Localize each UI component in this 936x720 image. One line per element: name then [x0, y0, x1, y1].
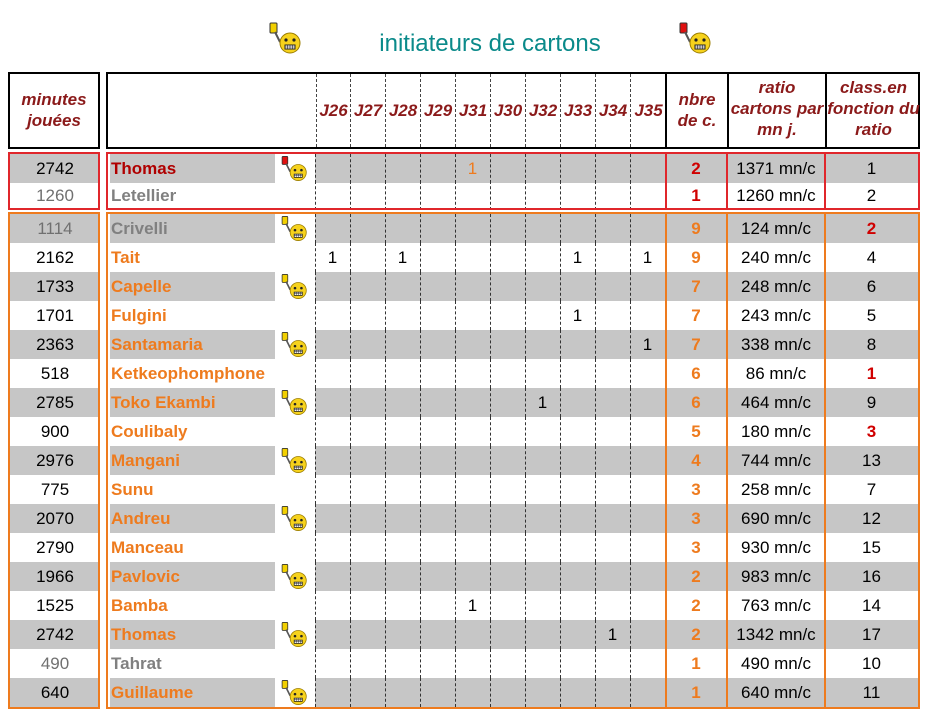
- ratio-value: 983 mn/c: [741, 566, 811, 586]
- minutes-played: 900: [40, 421, 70, 441]
- ratio-value: 1371 mn/c: [736, 158, 816, 178]
- ratio-rank: 8: [866, 334, 877, 354]
- ratio-value: 490 mn/c: [741, 653, 811, 673]
- player-name: Thomas: [111, 158, 177, 178]
- ratio-rank: 10: [862, 653, 881, 673]
- card-count: 1: [691, 682, 701, 702]
- minutes-played: 1114: [37, 218, 73, 238]
- ratio-value: 248 mn/c: [741, 276, 811, 296]
- ratio-value: 1260 mn/c: [736, 185, 816, 205]
- minutes-played: 1966: [36, 566, 74, 586]
- player-name: Bamba: [111, 595, 168, 615]
- ratio-rank: 12: [862, 508, 881, 528]
- ratio-value: 464 mn/c: [741, 392, 811, 412]
- ratio-value: 930 mn/c: [741, 537, 811, 557]
- day-card-count: 1: [572, 247, 583, 267]
- player-name: Andreu: [111, 508, 171, 528]
- card-count: 6: [691, 363, 701, 383]
- ratio-rank: 3: [866, 421, 877, 441]
- ratio-rank: 4: [866, 247, 877, 267]
- player-name: Capelle: [111, 276, 172, 296]
- ratio-rank: 13: [862, 450, 881, 470]
- card-count: 6: [691, 392, 701, 412]
- page-title: initiateurs de cartons: [379, 30, 601, 57]
- minutes-played: 2742: [36, 158, 74, 178]
- card-count: 2: [691, 158, 701, 178]
- ratio-rank: 2: [866, 185, 877, 205]
- player-name: Guillaume: [111, 682, 194, 702]
- player-name: Mangani: [111, 450, 180, 470]
- red-card-smiley-icon: [676, 20, 716, 56]
- ratio-value: 240 mn/c: [741, 247, 811, 267]
- card-count: 7: [691, 334, 701, 354]
- player-name: Sunu: [111, 479, 154, 499]
- card-count: 7: [691, 276, 701, 296]
- day-card-count: 1: [467, 158, 478, 178]
- ratio-value: 1342 mn/c: [736, 624, 816, 644]
- card-count: 9: [691, 247, 701, 267]
- card-count: 3: [691, 537, 701, 557]
- card-count: 2: [691, 595, 701, 615]
- player-name: Thomas: [111, 624, 177, 644]
- header-nbre: nbre de c.: [665, 74, 727, 147]
- header-day-j35: J35: [634, 100, 663, 120]
- minutes-played: 490: [40, 653, 70, 673]
- player-name: Coulibaly: [111, 421, 188, 441]
- ratio-value: 763 mn/c: [741, 595, 811, 615]
- minutes-played: 2162: [36, 247, 74, 267]
- header-day-j28: J28: [386, 74, 421, 147]
- ratio-value: 338 mn/c: [741, 334, 811, 354]
- header-day-j26: J26: [316, 74, 351, 147]
- card-count: 3: [691, 508, 701, 528]
- player-name: Ketkeophomphone: [111, 363, 265, 383]
- minutes-played: 640: [40, 682, 70, 702]
- ratio-rank: 17: [862, 624, 881, 644]
- card-count: 2: [691, 624, 701, 644]
- ratio-value: 744 mn/c: [741, 450, 811, 470]
- player-name: Fulgini: [111, 305, 167, 325]
- ratio-rank: 15: [862, 537, 881, 557]
- ratio-rank: 16: [862, 566, 881, 586]
- header-minutes: minutes jouées: [8, 72, 100, 149]
- minutes-played: 1733: [36, 276, 74, 296]
- minutes-played: 1260: [36, 185, 74, 205]
- card-count: 9: [691, 218, 701, 238]
- ratio-value: 640 mn/c: [741, 682, 811, 702]
- header-main: [106, 72, 920, 149]
- ratio-value: 243 mn/c: [741, 305, 811, 325]
- ratio-rank: 1: [866, 158, 877, 178]
- orange-group-frame: [106, 212, 920, 709]
- card-count: 4: [691, 450, 701, 470]
- day-card-count: 1: [642, 247, 653, 267]
- player-name: Manceau: [111, 537, 184, 557]
- minutes-played: 2070: [36, 508, 74, 528]
- card-count: 1: [691, 185, 701, 205]
- card-count: 1: [691, 653, 701, 673]
- ratio-rank: 6: [866, 276, 877, 296]
- player-name: Tait: [111, 247, 140, 267]
- header-day-j32: J32: [526, 74, 561, 147]
- header-day-j27: J27: [351, 74, 386, 147]
- header-day-j30: J30: [491, 74, 526, 147]
- header-day-columns: [316, 74, 666, 147]
- ratio-rank: 5: [866, 305, 877, 325]
- minutes-played: 2976: [36, 450, 74, 470]
- player-name: Toko Ekambi: [111, 392, 216, 412]
- minutes-played: 518: [40, 363, 70, 383]
- card-count: 5: [691, 421, 701, 441]
- minutes-played: 775: [40, 479, 70, 499]
- red-group-frame: [106, 152, 920, 210]
- card-count: 7: [691, 305, 701, 325]
- ratio-rank: 7: [866, 479, 877, 499]
- day-card-count: 1: [397, 247, 408, 267]
- minutes-played: 2785: [36, 392, 74, 412]
- header-class: class.en fonction du ratio: [825, 74, 920, 147]
- header-day-j34: J34: [596, 74, 631, 147]
- header-day-j31: J31: [456, 74, 491, 147]
- header-day-j33: J33: [561, 74, 596, 147]
- ratio-value: 258 mn/c: [741, 479, 811, 499]
- ratio-rank: 2: [866, 218, 877, 238]
- card-count: 3: [691, 479, 701, 499]
- ratio-value: 86 mn/c: [745, 363, 807, 383]
- red-group-minutes-frame: [8, 152, 100, 210]
- minutes-played: 1525: [36, 595, 74, 615]
- player-name: Crivelli: [111, 218, 168, 238]
- day-card-count: 1: [327, 247, 338, 267]
- day-card-count: 1: [572, 305, 583, 325]
- day-card-count: 1: [467, 595, 478, 615]
- header-ratio: ratio cartons par mn j.: [727, 74, 825, 147]
- ratio-value: 180 mn/c: [741, 421, 811, 441]
- player-name: Pavlovic: [111, 566, 180, 586]
- yellow-card-smiley-icon: [266, 20, 306, 56]
- ratio-value: 124 mn/c: [741, 218, 811, 238]
- day-card-count: 1: [537, 392, 548, 412]
- player-name: Santamaria: [111, 334, 203, 354]
- card-count: 2: [691, 566, 701, 586]
- day-card-count: 1: [607, 624, 618, 644]
- header-day-j29: J29: [421, 74, 456, 147]
- ratio-rank: 1: [866, 363, 877, 383]
- ratio-rank: 11: [862, 682, 881, 702]
- player-name: Letellier: [111, 185, 177, 205]
- day-card-count: 1: [642, 334, 653, 354]
- minutes-played: 2790: [36, 537, 74, 557]
- minutes-played: 2742: [36, 624, 74, 644]
- ratio-rank: 9: [866, 392, 877, 412]
- orange-group-minutes-frame: [8, 212, 100, 709]
- player-name: Tahrat: [111, 653, 162, 673]
- ratio-value: 690 mn/c: [741, 508, 811, 528]
- ratio-rank: 14: [862, 595, 881, 615]
- minutes-played: 2363: [36, 334, 74, 354]
- minutes-played: 1701: [36, 305, 74, 325]
